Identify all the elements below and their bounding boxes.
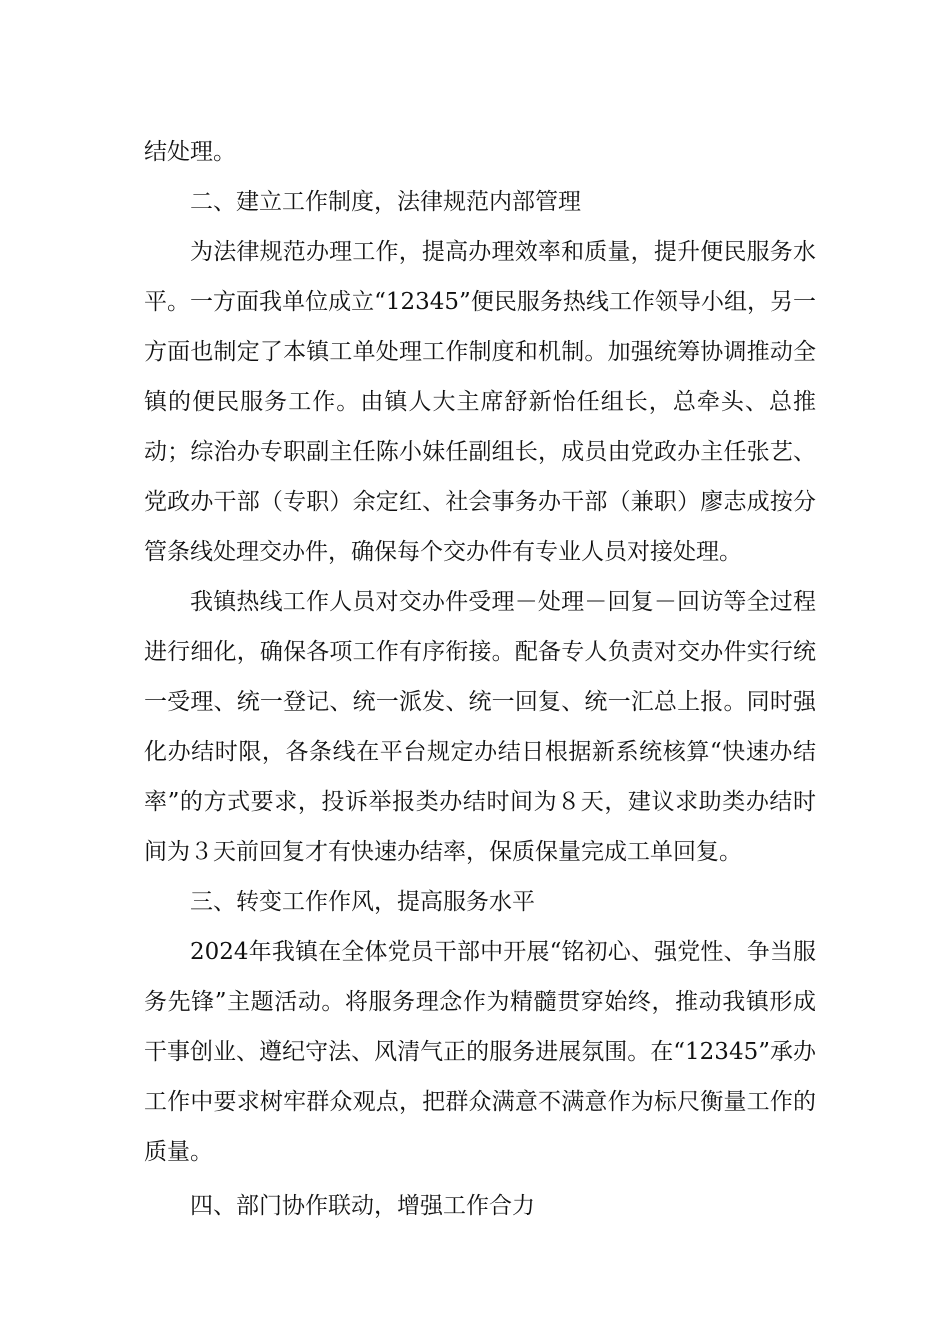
section-heading-3: 三、转变工作作风，提高服务水平 — [190, 889, 535, 915]
section-heading-4: 四、部门协作联动，增强工作合力 — [190, 1193, 535, 1219]
paragraph-leadership-group: 为法律规范办理工作，提高办理效率和质量，提升便民服务水平。一方面我单位成立“12345”便民服务热线工作领导小组，另一方面也制定了本镇工单处理工作制度和机制。加强统筹协调推动全镇的便民服务工作。由镇人大主席舒新怡任组长，总牵头、总推动；综治办专职副主任陈小妹任副组长，成员由党政办主任张艺、党政办干部（专职）余定红、社会事务办干部（兼职）廖志成按分管条线处理交办件，确保每个交办件有专业人员对接处理。 — [144, 239, 816, 565]
document-body — [144, 127, 816, 1231]
section-heading-2: 二、建立工作制度，法律规范内部管理 — [190, 189, 581, 215]
paragraph-hotline-process: 我镇热线工作人员对交办件受理－处理－回复－回访等全过程进行细化，确保各项工作有序衔接。配备专人负责对交办件实行统一受理、统一登记、统一派发、统一回复、统一汇总上报。同时强化办结时限，各条线在平台规定办结日根据新系统核算“快速办结率”的方式要求，投诉举报类办结时间为８天，建议求助类办结时间为３天前回复才有快速办结率，保质保量完成工单回复。 — [144, 589, 816, 865]
paragraph-service-campaign: 2024年我镇在全体党员干部中开展“铭初心、强党性、争当服务先锋”主题活动。将服务理念作为精髓贯穿始终，推动我镇形成干事创业、遵纪守法、风清气正的服务进展氛围。在“12345”承办工作中要求树牢群众观点，把群众满意不满意作为标尺衡量工作的质量。 — [144, 939, 816, 1165]
paragraph-continuation: 结处理。 — [144, 139, 236, 165]
